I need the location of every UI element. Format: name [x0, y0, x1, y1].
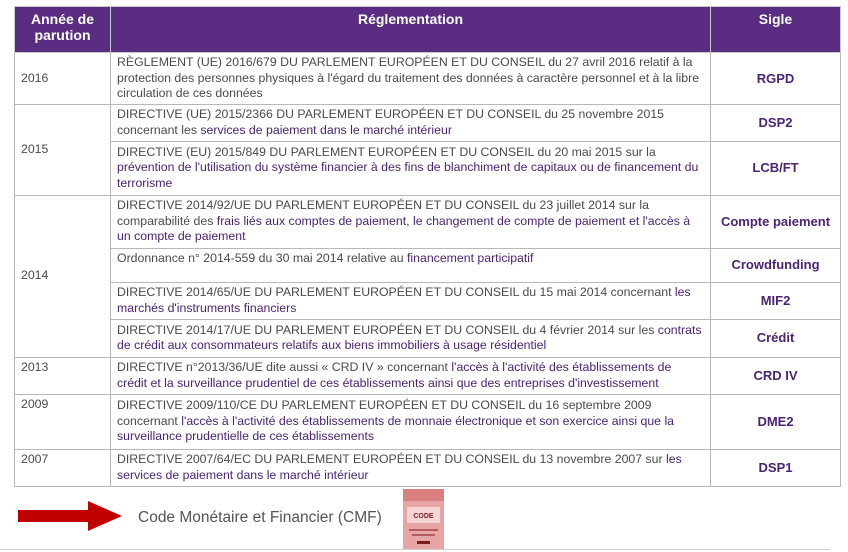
regulation-highlight: les marchés d'instruments financiers	[117, 285, 691, 315]
regulation-text: DIRECTIVE 2007/64/EC DU PARLEMENT EUROPÉEN ET DU CONSEIL du 13 novembre 2007 sur	[117, 452, 667, 466]
regulation-cell	[111, 248, 711, 282]
sigle-cell: Crédit	[711, 319, 841, 357]
header-year: Année de parution	[15, 7, 111, 53]
header-sigle: Sigle	[711, 7, 841, 53]
regulation-cell	[111, 104, 711, 141]
regulation-table	[14, 6, 841, 487]
regulation-highlight: les services de paiement dans le marché intérieur	[117, 452, 682, 482]
year-cell: 2016	[15, 53, 111, 105]
regulation-text: DIRECTIVE 2014/65/UE DU PARLEMENT EUROPÉEN ET DU CONSEIL du 15 mai 2014 concernant	[117, 285, 675, 299]
table-row	[15, 282, 841, 319]
regulation-highlight: frais liés aux comptes de paiement, le changement de compte de paiement et l'accès à un compte de paiement	[117, 213, 691, 244]
regulation-cell	[111, 394, 711, 449]
header-regulation: Réglementation	[111, 7, 711, 53]
regulation-cell	[111, 319, 711, 357]
table-row	[15, 394, 841, 449]
regulation-cell	[111, 53, 711, 105]
year-cell: 2007	[15, 449, 111, 486]
sigle-cell: RGPD	[711, 53, 841, 105]
book-line	[412, 534, 435, 536]
table-header-row	[15, 7, 841, 53]
year-cell: 2015	[15, 104, 111, 195]
table-row	[15, 104, 841, 141]
sigle-cell: MIF2	[711, 282, 841, 319]
sigle-cell: DSP2	[711, 104, 841, 141]
sigle-cell: DME2	[711, 394, 841, 449]
sigle-cell: Compte paiement	[711, 195, 841, 248]
table-row	[15, 319, 841, 357]
year-cell: 2009	[15, 394, 111, 449]
table-row	[15, 195, 841, 248]
regulation-text: DIRECTIVE (UE) 2015/2366 DU PARLEMENT EUROPÉEN ET DU CONSEIL du 25 novembre 2015 concernant les	[117, 107, 664, 137]
book-top-band	[403, 489, 444, 501]
sigle-cell: CRD IV	[711, 357, 841, 394]
book-logo	[417, 541, 430, 544]
book-line	[409, 529, 438, 531]
regulation-highlight: l'accès à l'activité des établissements de crédit et la surveillance prudentiel de ces établissements ainsi que des entreprises d'investissement	[117, 360, 672, 390]
regulation-text: DIRECTIVE 2009/110/CE DU PARLEMENT EUROPÉEN ET DU CONSEIL du 16 septembre 2009 concernant	[117, 398, 652, 428]
table-row	[15, 53, 841, 105]
regulation-cell	[111, 141, 711, 195]
regulation-text: DIRECTIVE n°2013/36/UE dite aussi « CRD IV » concernant	[117, 360, 452, 374]
regulation-highlight: l'accès à l'activité des établissements de monnaie électronique et son exercice ainsi que la surveillance prudentielle de ces établissements	[117, 413, 675, 444]
regulation-text: Ordonnance n° 2014-559 du 30 mai 2014 relative au	[117, 250, 407, 265]
arrow-shaft	[18, 510, 90, 522]
regulation-text: RÈGLEMENT (UE) 2016/679 DU PARLEMENT EUROPÉEN ET DU CONSEIL du 27 avril 2016 relatif à la protection des personnes physiques à l'égard du traitement des données à caractère personnel et à la libre circulation de ces données	[117, 55, 700, 100]
right-arrow-icon	[18, 501, 122, 531]
table-row	[15, 141, 841, 195]
bottom-divider	[0, 549, 830, 550]
regulation-text: DIRECTIVE 2014/92/UE DU PARLEMENT EUROPÉEN ET DU CONSEIL du 23 juillet 2014 sur la comparabilité des	[117, 198, 649, 228]
regulation-text: DIRECTIVE (EU) 2015/849 DU PARLEMENT EUROPÉEN ET DU CONSEIL du 20 mai 2015 sur la	[117, 144, 656, 159]
regulation-highlight: contrats de crédit aux consommateurs relatifs aux biens immobiliers à usage résidentiel	[117, 322, 702, 352]
regulation-cell	[111, 357, 711, 394]
year-cell: 2013	[15, 357, 111, 394]
regulation-text: DIRECTIVE 2014/17/UE DU PARLEMENT EUROPÉEN ET DU CONSEIL du 4 février 2014 sur les	[117, 322, 658, 337]
sigle-cell: LCB/FT	[711, 141, 841, 195]
cmf-label: Code Monétaire et Financier (CMF)	[138, 509, 382, 526]
regulation-cell	[111, 195, 711, 248]
regulation-highlight: financement participatif	[407, 250, 534, 265]
regulation-cell	[111, 449, 711, 486]
table-row	[15, 248, 841, 282]
code-book-icon	[403, 489, 444, 549]
table-row	[15, 357, 841, 394]
table-row	[15, 449, 841, 486]
year-cell: 2014	[15, 195, 111, 357]
regulation-highlight: prévention de l'utilisation du système financier à des fins de blanchiment de capitaux ou de financement du terrorisme	[117, 160, 699, 190]
book-title: CODE	[413, 513, 434, 520]
regulation-highlight: services de paiement dans le marché intérieur	[200, 122, 452, 137]
arrow-head	[88, 501, 122, 531]
regulation-cell	[111, 282, 711, 319]
sigle-cell: Crowdfunding	[711, 248, 841, 282]
sigle-cell: DSP1	[711, 449, 841, 486]
